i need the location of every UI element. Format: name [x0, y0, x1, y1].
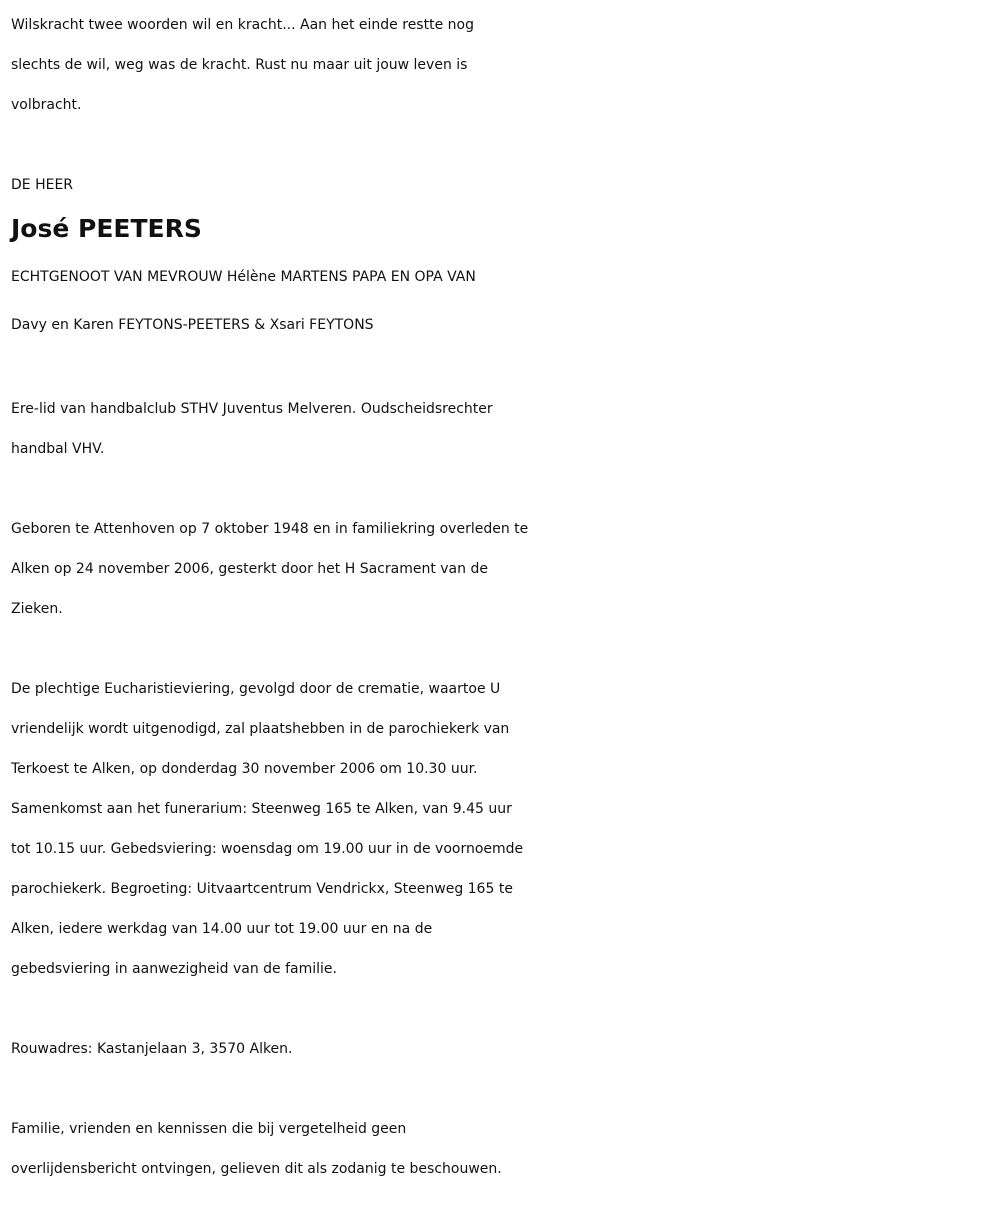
ceremony-line: vriendelijk wordt uitgenodigd, zal plaatshebben in de parochiekerk van	[11, 721, 510, 737]
ceremony-line: De plechtige Eucharistieviering, gevolgd door de crematie, waartoe U	[11, 681, 501, 697]
spacer	[11, 1069, 996, 1109]
ceremony-paragraph	[11, 669, 996, 989]
deceased-name: José PEETERS	[11, 214, 202, 243]
ceremony-line: tot 10.15 uur. Gebedsviering: woensdag om 19.00 uur in de voornoemde	[11, 841, 524, 857]
spouse-line: ECHTGENOOT VAN MEVROUW Hélène MARTENS PAPA EN OPA VAN	[11, 269, 476, 285]
ceremony-line: gebedsviering in aanwezigheid van de familie.	[11, 961, 337, 977]
closing-line: Familie, vrienden en kennissen die bij vergetelheid geen	[11, 1121, 407, 1137]
club-line: handbal VHV.	[11, 441, 105, 457]
club-line: Ere-lid van handbalclub STHV Juventus Melveren. Oudscheidsrechter	[11, 401, 493, 417]
mourning-address: Rouwadres: Kastanjelaan 3, 3570 Alken.	[11, 1041, 293, 1057]
ceremony-line: parochiekerk. Begroeting: Uitvaartcentrum Vendrickx, Steenweg 165 te	[11, 881, 513, 897]
club-paragraph	[11, 389, 996, 469]
birth-line: Alken op 24 november 2006, gesterkt door het H Sacrament van de	[11, 561, 488, 577]
birth-paragraph	[11, 509, 996, 629]
spacer	[11, 125, 996, 165]
poem-line: slechts de wil, weg was de kracht. Rust nu maar uit jouw leven is	[11, 57, 468, 73]
obituary-document	[11, 5, 996, 1189]
spacer	[11, 629, 996, 669]
poem-line: Wilskracht twee woorden wil en kracht... Aan het einde restte nog	[11, 17, 474, 33]
poem-paragraph	[11, 5, 996, 125]
spacer	[11, 989, 996, 1029]
spacer	[11, 349, 996, 389]
ceremony-line: Samenkomst aan het funerarium: Steenweg 165 te Alken, van 9.45 uur	[11, 801, 512, 817]
family-line: Davy en Karen FEYTONS-PEETERS & Xsari FEYTONS	[11, 317, 374, 333]
poem-line: volbracht.	[11, 97, 82, 113]
honorific: DE HEER	[11, 177, 74, 193]
ceremony-line: Alken, iedere werkdag van 14.00 uur tot 19.00 uur en na de	[11, 921, 433, 937]
birth-line: Zieken.	[11, 601, 63, 617]
ceremony-line: Terkoest te Alken, op donderdag 30 november 2006 om 10.30 uur.	[11, 761, 478, 777]
birth-line: Geboren te Attenhoven op 7 oktober 1948 en in familiekring overleden te	[11, 521, 529, 537]
closing-line: overlijdensbericht ontvingen, gelieven dit als zodanig te beschouwen.	[11, 1161, 502, 1177]
spacer	[11, 469, 996, 509]
closing-paragraph	[11, 1109, 996, 1189]
